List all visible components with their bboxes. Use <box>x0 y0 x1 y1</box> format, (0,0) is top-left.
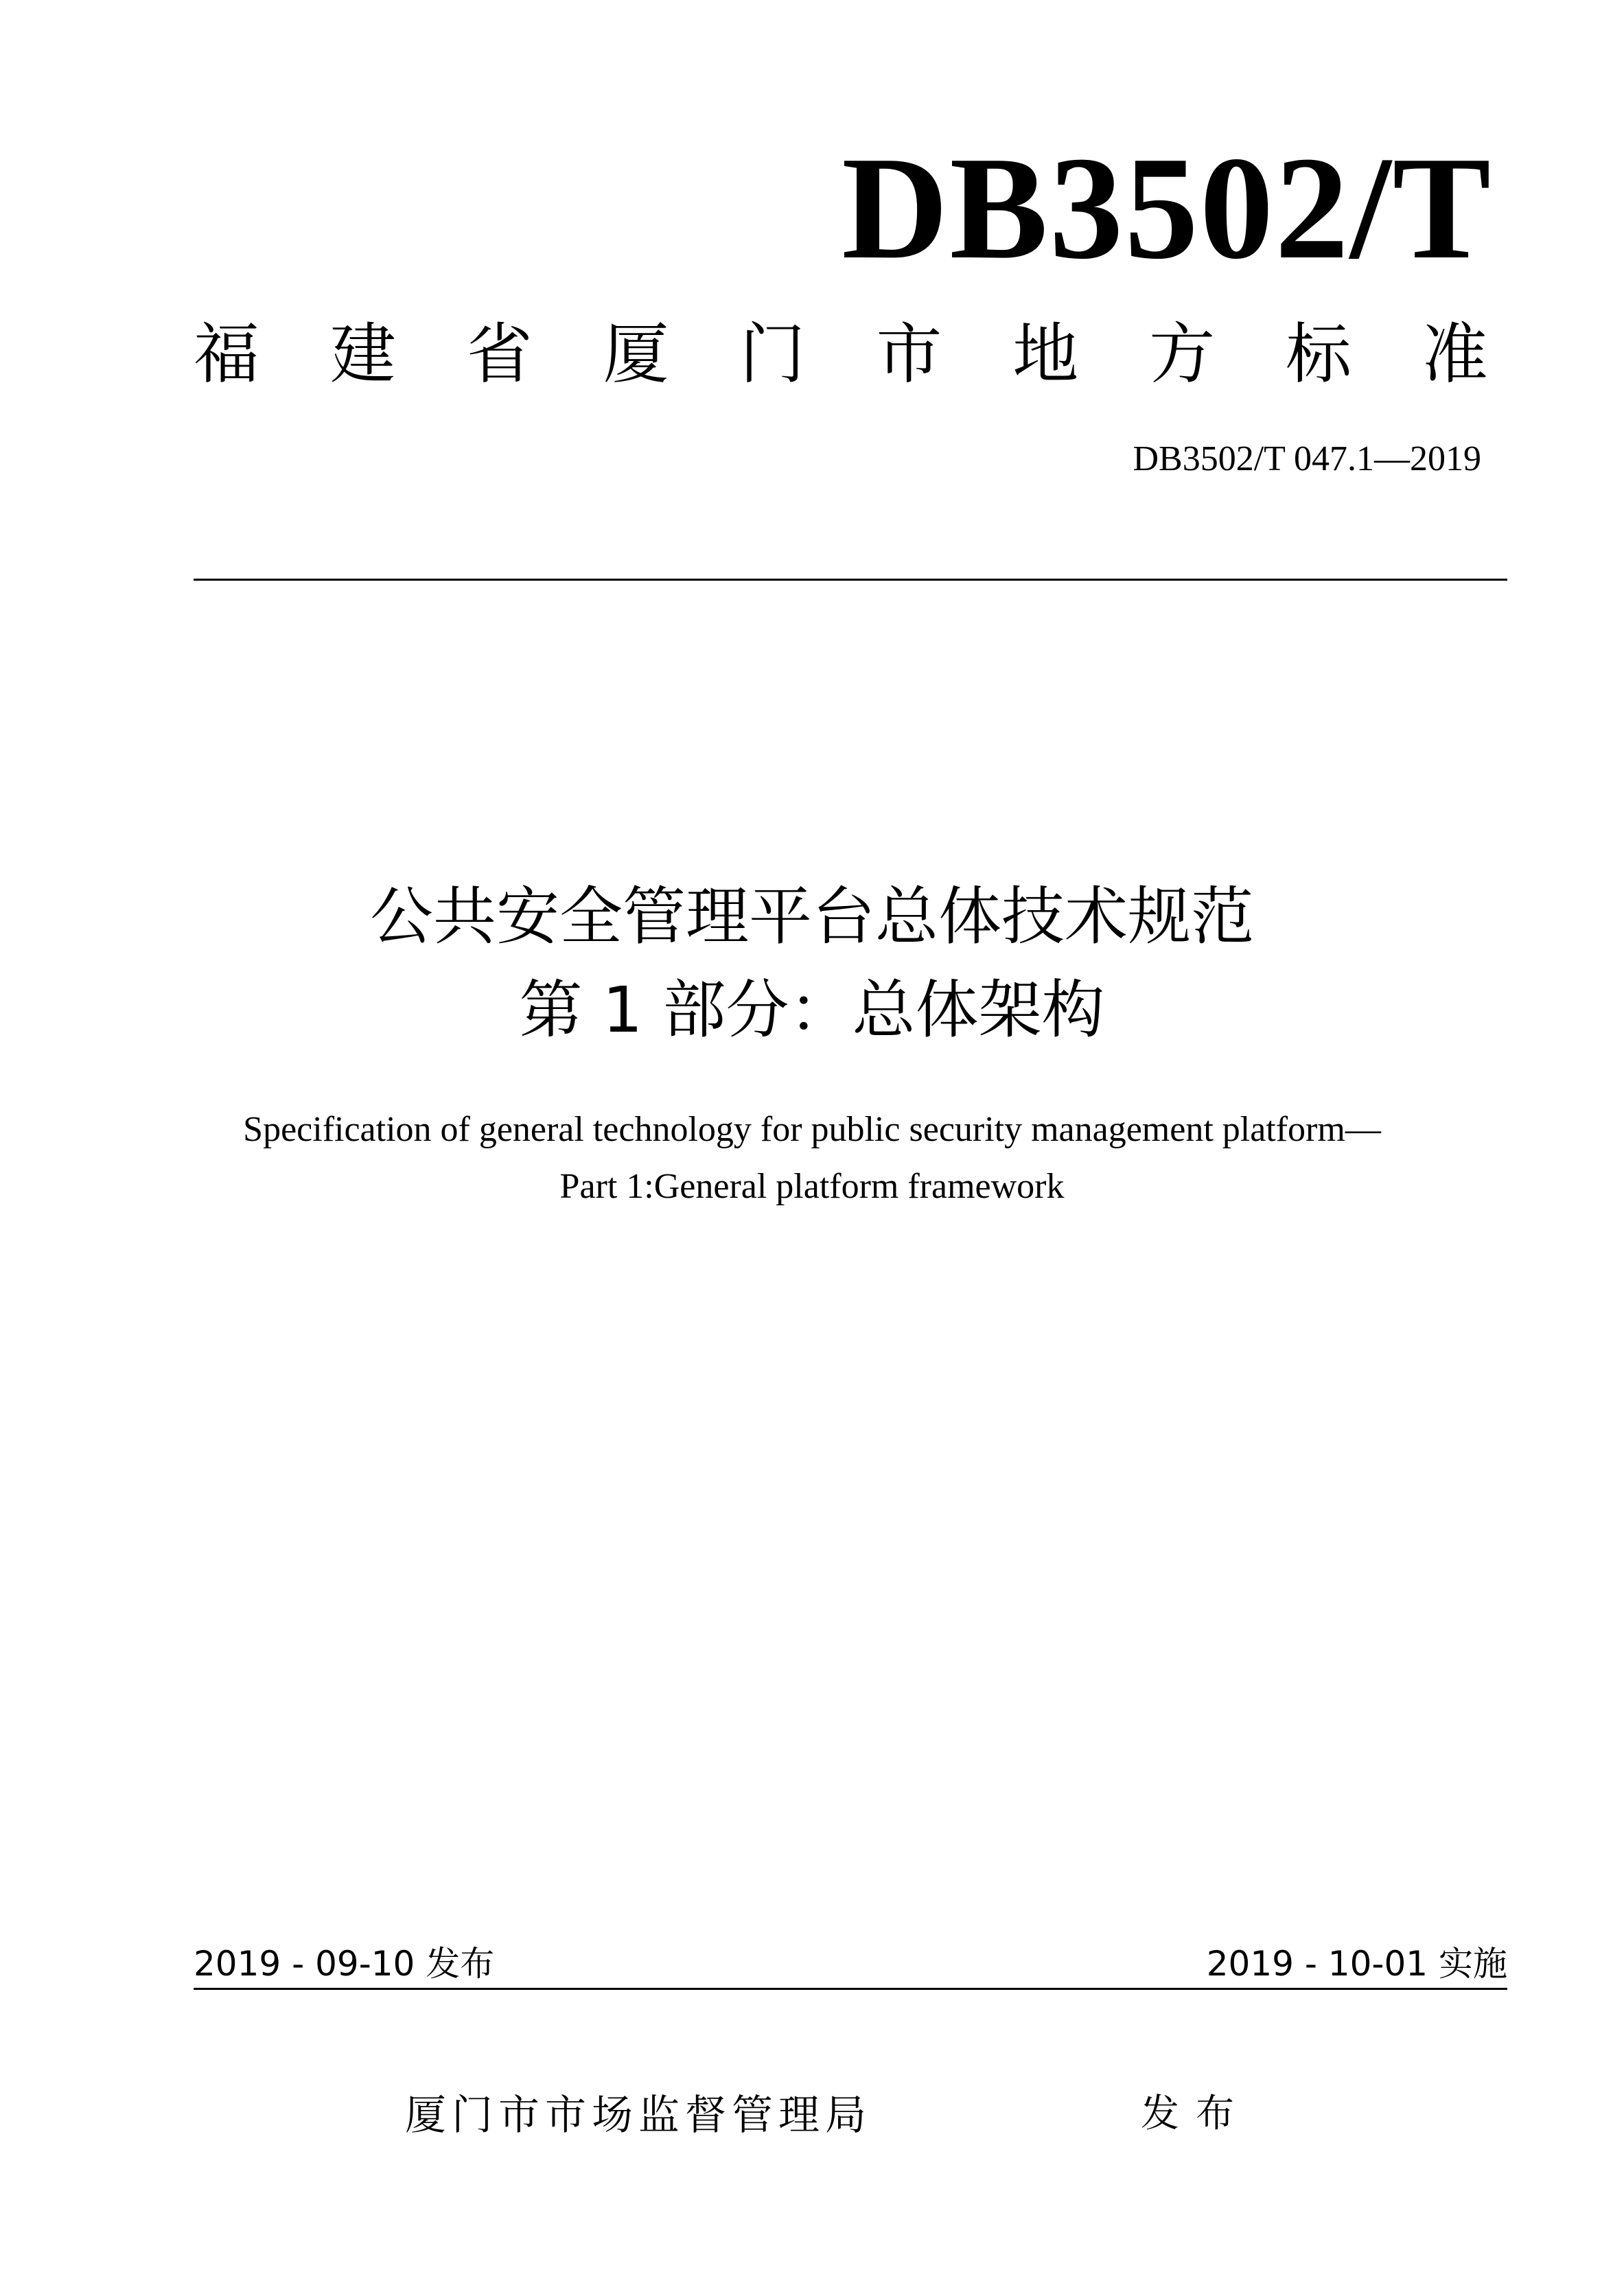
standard-type-char: 门 <box>739 316 806 393</box>
footer-divider <box>194 1988 1507 1990</box>
header-divider <box>194 579 1507 581</box>
standard-type-char: 准 <box>1422 316 1488 393</box>
document-subtitle-cn: 第 1 部分：总体架构 <box>519 973 1105 1047</box>
standard-type-char: 地 <box>1012 316 1079 393</box>
standard-type-char: 建 <box>329 316 396 393</box>
standard-type-char: 省 <box>466 316 533 393</box>
implementation-date: 2019 - 10-01 实施 <box>1206 1944 1507 1984</box>
standard-code: DB3502/T <box>842 126 1492 290</box>
standard-type-char: 方 <box>1149 316 1216 393</box>
standard-type-char: 福 <box>194 316 259 393</box>
issuing-authority: 厦门市市场监督管理局 <box>405 2091 872 2140</box>
issue-label: 发布 <box>1141 2091 1251 2136</box>
document-subtitle-en: Part 1:General platform framework <box>559 1167 1065 1206</box>
standard-number: DB3502/T 047.1—2019 <box>1133 439 1481 478</box>
standard-type-char: 厦 <box>603 316 669 393</box>
standard-type <box>194 316 1488 393</box>
publish-date: 2019 - 09-10 发布 <box>194 1944 495 1984</box>
standard-type-char: 标 <box>1286 316 1352 393</box>
document-title-cn: 公共安全管理平台总体技术规范 <box>369 880 1254 953</box>
standard-type-char: 市 <box>876 316 942 393</box>
document-title-en: Specification of general technology for public security management platform— <box>243 1110 1381 1149</box>
